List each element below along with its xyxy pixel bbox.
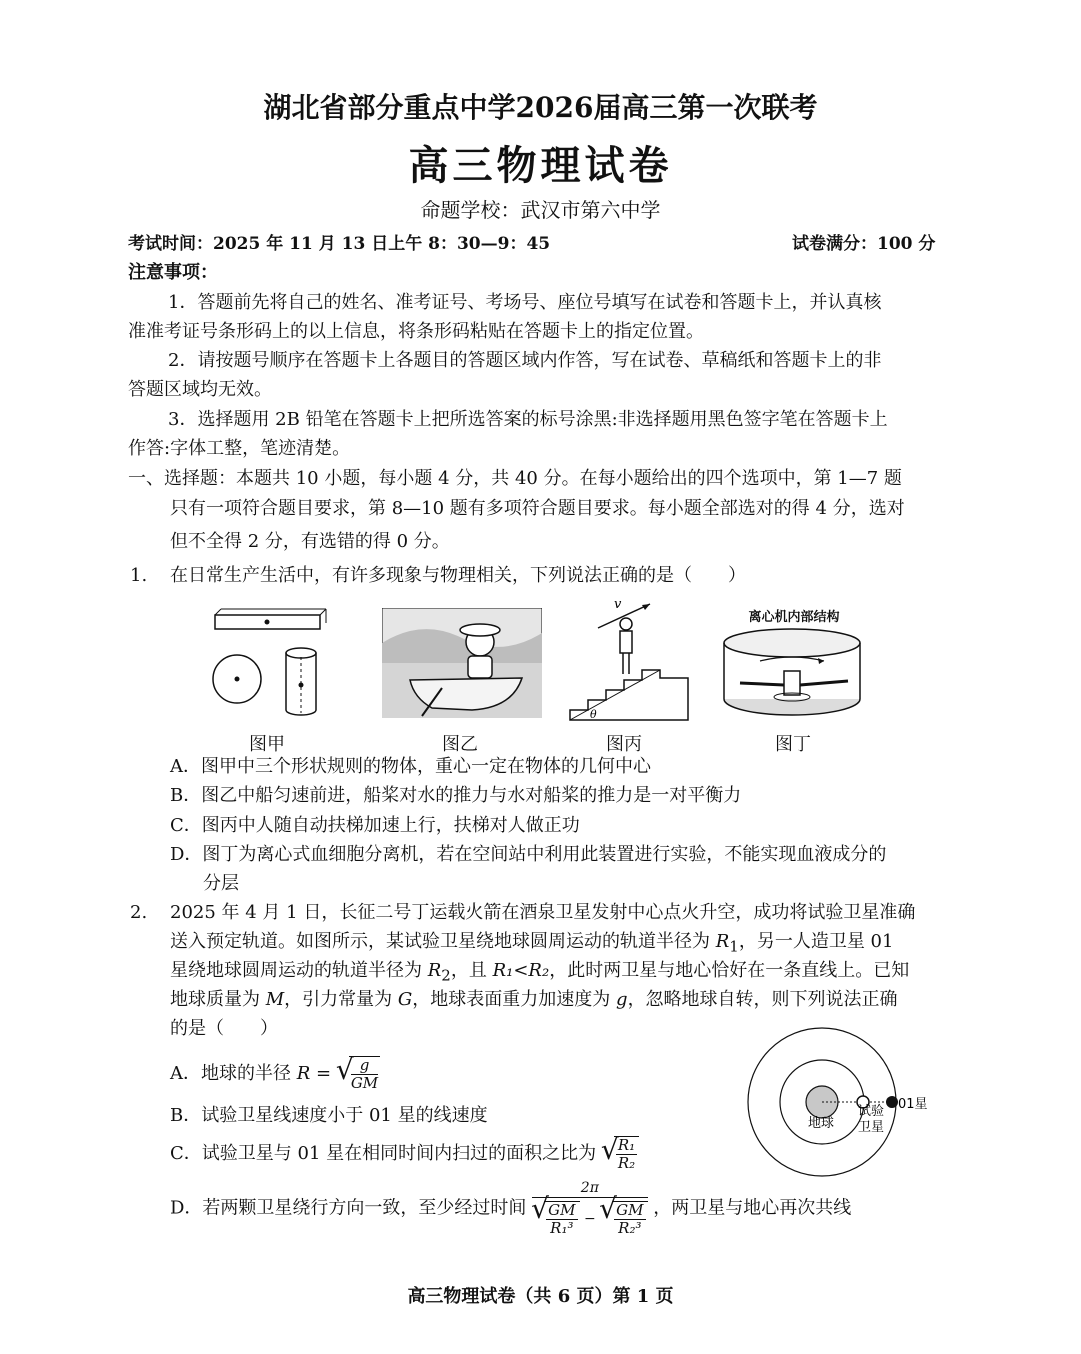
q2-option-c: C．试验卫星与 01 星在相同时间内扫过的面积之比为 √ $\frac{\text{R₁}}{\text{R₂}}$ — [170, 1136, 639, 1172]
earth-label: 地球 — [808, 1116, 835, 1131]
theta-label: θ — [590, 708, 597, 721]
q2-option-b: B．试验卫星线速度小于 01 星的线速度 — [170, 1105, 488, 1126]
school-line: 命题学校：武汉市第六中学 — [420, 198, 661, 222]
note-2b: 答题区域均无效。 — [128, 379, 272, 400]
exam-title: 湖北省部分重点中学2026届高三第一次联考 — [263, 91, 818, 124]
figure-jia-caption: 图甲 — [249, 734, 285, 755]
q1-stem: 在日常生产生活中，有许多现象与物理相关，下列说法正确的是（ ） — [170, 565, 746, 586]
figure-bing — [568, 598, 698, 722]
figure-yi-caption: 图乙 — [442, 734, 478, 755]
section1-line2: 只有一项符合题目要求，第 8—10 题有多项符合题目要求。每小题全部选对的得 4 分，选对 — [170, 498, 905, 519]
q1-option-d-line2: 分层 — [203, 873, 239, 894]
section1-line1: 一、选择题：本题共 10 小题，每小题 4 分，共 40 分。在每小题给出的四个选项中，第 1—7 题 — [128, 468, 902, 489]
q1-option-d-line1: D．图丁为离心式血细胞分离机，若在空间站中利用此装置进行实验，不能实现血液成分的 — [170, 844, 887, 865]
figure-ding-caption: 图丁 — [775, 734, 811, 755]
q2-line4: 地球质量为 M，引力常量为 G，地球表面重力加速度为 g，忽略地球自转，则下列说法正确 — [170, 989, 898, 1010]
q1-option-a: A．图甲中三个形状规则的物体，重心一定在物体的几何中心 — [170, 756, 651, 777]
sat01-label: 01星 — [898, 1097, 928, 1112]
q2-line1: 2025 年 4 月 1 日，长征二号丁运载火箭在酒泉卫星发射中心点火升空，成功将试验卫星准确 — [170, 902, 916, 923]
q2-option-a: A．地球的半径 R = √ $\frac{g}{GM}$ — [170, 1056, 380, 1092]
page-footer: 高三物理试卷（共 6 页）第 1 页 — [407, 1286, 674, 1307]
q2-number: 2. — [130, 902, 148, 923]
q2-line3: 星绕地球圆周运动的轨道半径为 $R_2$，且 R₁<R₂，此时两卫星与地心恰好在一条直线上。已知 — [170, 960, 910, 985]
figure-bing-caption: 图丙 — [606, 734, 642, 755]
figure-yi — [382, 608, 542, 718]
orbit-diagram — [742, 1022, 947, 1197]
figure-jia — [205, 605, 335, 720]
exam-time: 考试时间：2025 年 11 月 13 日上午 8：30—9：45 — [128, 234, 551, 254]
note-1b: 准准考证号条形码上的以上信息，将条形码粘贴在答题卡上的指定位置。 — [128, 321, 704, 342]
notes-heading: 注意事项： — [128, 262, 218, 283]
section1-line3: 但不全得 2 分，有选错的得 0 分。 — [170, 531, 450, 552]
full-score: 试卷满分：100 分 — [792, 234, 936, 254]
q2-line5: 的是（ ） — [170, 1018, 278, 1039]
note-2a: 2．请按题号顺序在答题卡上各题目的答题区域内作答，写在试卷、草稿纸和答题卡上的非 — [168, 350, 882, 371]
centrifuge-title: 离心机内部结构 — [748, 610, 840, 625]
note-3b: 作答:字体工整，笔迹清楚。 — [128, 438, 351, 459]
velocity-label: v — [614, 598, 622, 612]
test-sat-label-2: 卫星 — [858, 1120, 885, 1135]
q1-number: 1. — [130, 565, 148, 586]
figure-ding — [720, 625, 865, 720]
q1-option-b: B．图乙中船匀速前进，船桨对水的推力与水对船桨的推力是一对平衡力 — [170, 785, 742, 806]
q2-option-d: D．若两颗卫星绕行方向一致，至少经过时间 2π √ $\frac{GM}{\text{R₁³}}$ − √ $\frac{GM}{\text{R₂³}}$ ，两卫星与地心再次共线 — [170, 1180, 851, 1237]
paper-title: 高三物理试卷 — [408, 142, 673, 189]
q1-option-c: C．图丙中人随自动扶梯加速上行，扶梯对人做正功 — [170, 815, 580, 836]
test-sat-label-1: 试验 — [858, 1104, 885, 1119]
note-1a: 1．答题前先将自己的姓名、准考证号、考场号、座位号填写在试卷和答题卡上，并认真核 — [168, 292, 882, 313]
q2-line2: 送入预定轨道。如图所示，某试验卫星绕地球圆周运动的轨道半径为 $R_1$，另一人造卫星 01 — [170, 931, 894, 956]
note-3a: 3．选择题用 2B 铅笔在答题卡上把所选答案的标号涂黑:非选择题用黑色签字笔在答题卡上 — [168, 409, 888, 430]
